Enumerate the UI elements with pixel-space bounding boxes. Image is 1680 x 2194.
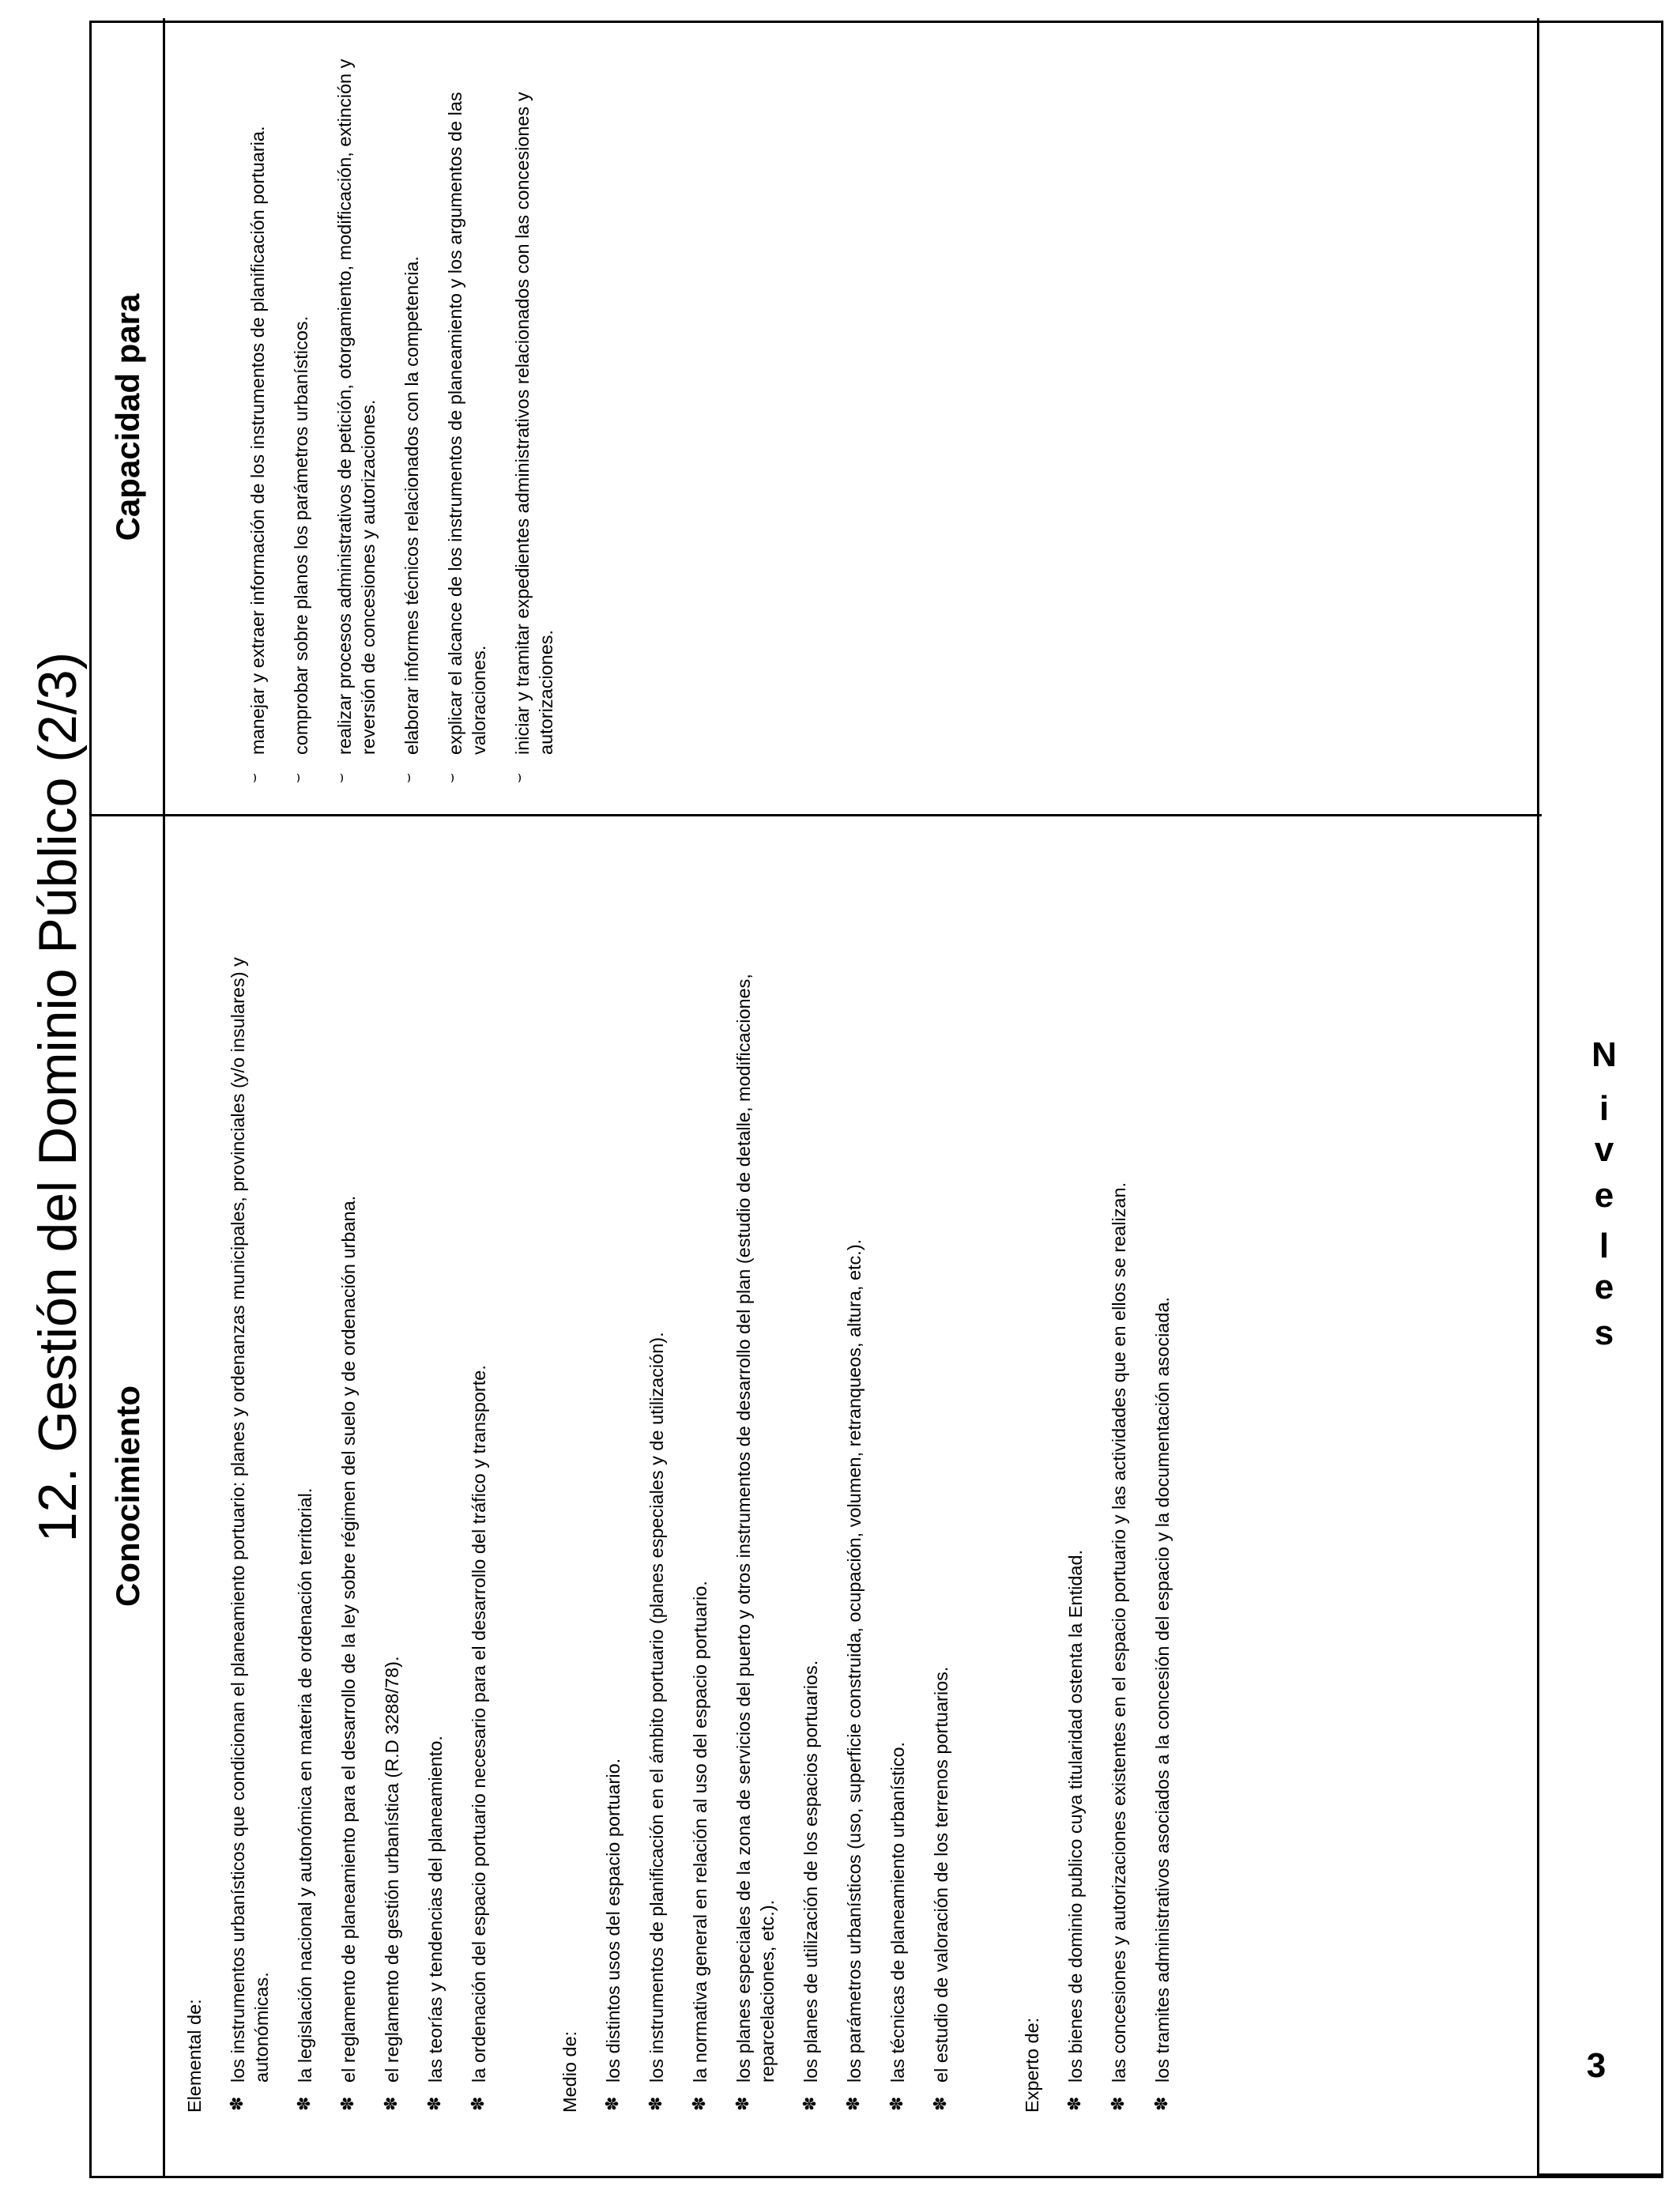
- list-item: ✽ la normativa general en relación al uso del espacio portuario.: [689, 1581, 710, 2111]
- gear-bullet-icon: ✽: [424, 2096, 444, 2111]
- list-capacidad: [246, 50, 558, 785]
- level-label-medio: Medio de:: [559, 2030, 580, 2113]
- check-bullet-icon: ⌣: [399, 772, 416, 783]
- list-experto: [1064, 848, 1174, 2113]
- gear-bullet-icon: ✽: [843, 2096, 863, 2111]
- gear-bullet-icon: ✽: [294, 2096, 314, 2111]
- gear-bullet-icon: ✽: [1064, 2096, 1084, 2111]
- list-item: ⌣ manejar y extraer información de los instrumentos de planificación portuaria.: [245, 126, 268, 783]
- nivel-letter: e: [1594, 1267, 1614, 1306]
- gear-bullet-icon: ✽: [800, 2096, 819, 2111]
- list-elemental: [226, 848, 491, 2113]
- gear-bullet-icon: ✽: [733, 2096, 752, 2111]
- gear-bullet-icon: ✽: [930, 2096, 950, 2111]
- gear-bullet-icon: ✽: [689, 2096, 709, 2111]
- gear-bullet-icon: ✽: [1151, 2096, 1171, 2111]
- level-label-elemental: Elemental de:: [184, 1999, 205, 2113]
- check-bullet-icon: ⌣: [288, 772, 306, 783]
- list-item: ✽ las técnicas de planeamiento urbanístico.: [887, 1741, 908, 2111]
- check-bullet-icon: ⌣: [510, 772, 527, 783]
- competency-table: [89, 21, 1539, 2178]
- nivel-letter: v: [1594, 1129, 1614, 1169]
- gear-bullet-icon: ✽: [381, 2096, 401, 2111]
- nivel-letter: e: [1594, 1175, 1614, 1215]
- list-item: ⌣ explicar el alcance de los instrumentos de planeamiento y los argumentos de las valoraciones.: [443, 92, 489, 783]
- nivel-number: 3: [1586, 2045, 1607, 2085]
- list-item: ✽ las concesiones y autorizaciones existentes en el espacio portuario y las actividades que en ellos se realizan.: [1108, 1182, 1129, 2111]
- list-item: ✽ el reglamento de planeamiento para el desarrollo de la ley sobre régimen del suelo y de ordenación urbana.: [337, 1195, 359, 2111]
- gear-bullet-icon: ✽: [1108, 2096, 1128, 2111]
- header-divider: [163, 18, 165, 2176]
- list-item: ⌣ comprobar sobre planos los parámetros urbanísticos.: [288, 315, 311, 783]
- gear-bullet-icon: ✽: [227, 2096, 247, 2111]
- header-conocimiento: Conocimiento: [109, 1385, 146, 1607]
- header-capacidad: Capacidad para: [109, 293, 146, 541]
- check-bullet-icon: ⌣: [443, 772, 460, 783]
- list-item: ✽ la ordenación del espacio portuario necesario para el desarrollo del tráfico y transporte.: [468, 1365, 489, 2111]
- list-item: ✽ los parámetros urbanísticos (uso, superficie construida, ocupación, volumen, retranqueos, altura, etc.).: [843, 1238, 864, 2111]
- list-item: ✽ los bienes de dominio publico cuya titularidad ostenta la Entidad.: [1064, 1549, 1086, 2111]
- gear-bullet-icon: ✽: [646, 2096, 665, 2111]
- check-bullet-icon: ⌣: [245, 772, 262, 783]
- conocimiento-content: [183, 848, 1194, 2113]
- nivel-letter: N: [1591, 1035, 1617, 1075]
- nivel-label: [1541, 0, 1667, 2194]
- check-bullet-icon: ⌣: [332, 772, 349, 783]
- list-item: ✽ las teorías y tendencias del planeamiento.: [424, 1736, 446, 2111]
- gear-bullet-icon: ✽: [337, 2096, 357, 2111]
- nivel-letter: l: [1599, 1226, 1610, 1265]
- list-item: ✽ el estudio de valoración de los terrenos portuarios.: [930, 1666, 951, 2111]
- list-item: ✽ los instrumentos de planificación en el ámbito portuario (planes especiales y de utilización).: [646, 1332, 667, 2111]
- gear-bullet-icon: ✽: [602, 2096, 622, 2111]
- list-item: ⌣ elaborar informes técnicos relacionados con la competencia.: [399, 256, 422, 783]
- list-item: ✽ la legislación nacional y autonómica en materia de ordenación territorial.: [294, 1487, 315, 2111]
- list-item: ✽ el reglamento de gestión urbanística (R.D 3288/78).: [381, 1656, 402, 2111]
- list-item: ✽ los instrumentos urbanísticos que condicionan el planeamiento portuario: planes y ordenanzas municipales, provinciales (y/o insulares) y autonómicas.: [227, 957, 272, 2111]
- list-item: ⌣ iniciar y tramitar expedientes administrativos relacionados con las concesiones y autorizaciones.: [510, 92, 556, 783]
- column-divider: [92, 814, 1542, 816]
- list-item: ✽ los planes de utilización de los espacios portuarios.: [800, 1660, 821, 2111]
- nivel-letter: i: [1599, 1088, 1610, 1128]
- list-item: ⌣ realizar procesos administrativos de petición, otorgamiento, modificación, extinción y reversión de concesiones y autorizaciones.: [332, 58, 379, 783]
- gear-bullet-icon: ✽: [887, 2096, 906, 2111]
- gear-bullet-icon: ✽: [468, 2096, 488, 2111]
- capacidad-content: [246, 50, 578, 785]
- list-item: ✽ los planes especiales de la zona de servicios del puerto y otros instrumentos de desarrollo del plan (estudio de detalle, modificaciones, reparcelaciones, etc.).: [733, 974, 778, 2111]
- page-title: 12. Gestión del Dominio Público (2/3): [28, 651, 88, 1543]
- nivel-letter: s: [1594, 1313, 1614, 1352]
- list-item: ✽ los distintos usos del espacio portuario.: [602, 1758, 623, 2111]
- list-medio: [601, 848, 953, 2113]
- list-item: ✽ los tramites administrativos asociados a la concesión del espacio y la documentación asociada.: [1151, 1296, 1173, 2111]
- level-label-experto: Experto de:: [1022, 2017, 1042, 2113]
